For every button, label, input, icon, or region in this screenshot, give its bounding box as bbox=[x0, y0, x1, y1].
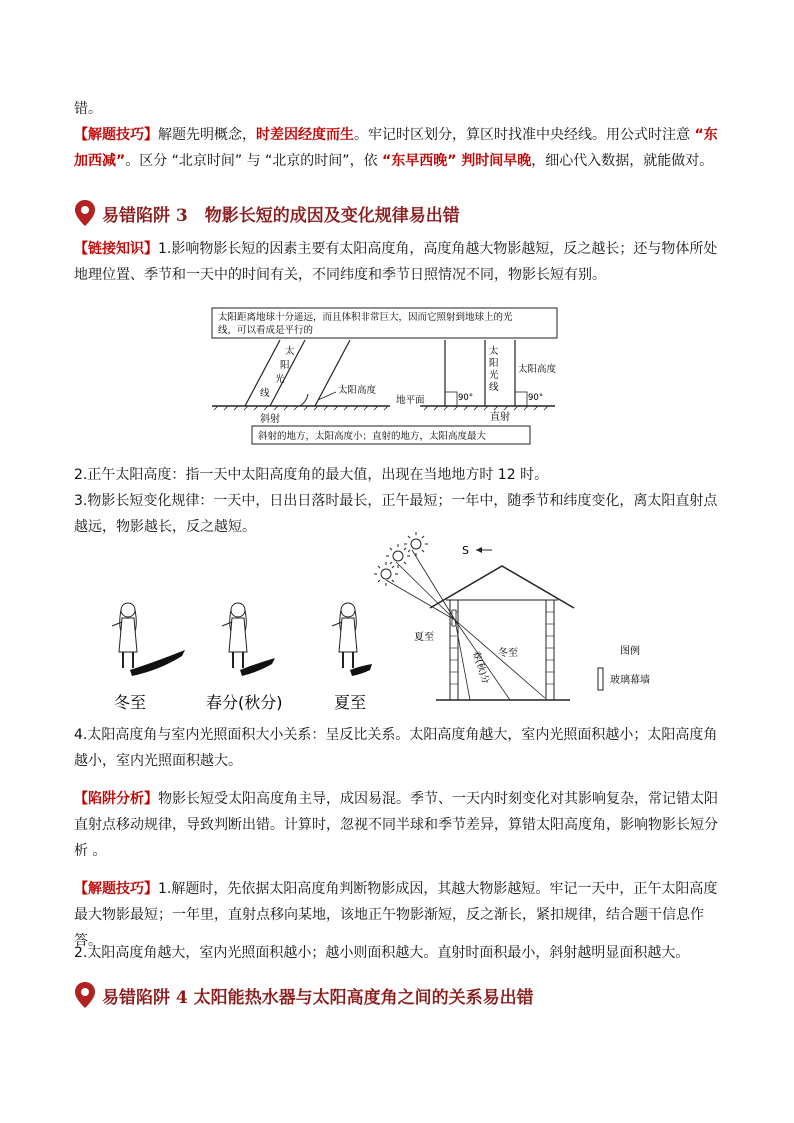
shadow-season-diagram bbox=[90, 530, 690, 720]
sun-angle-diagram bbox=[200, 300, 580, 450]
section-heading-text: 易错陷阱 4 太阳能热水器与太阳高度角之间的关系易出错 bbox=[102, 987, 534, 1008]
section-heading-text: 易错陷阱 3 物影长短的成因及变化规律易出错 bbox=[102, 205, 460, 226]
tips-text-3: 。区分 “北京时间” 与 “北京的时间”，依 bbox=[125, 153, 383, 169]
girl-figure-summer bbox=[332, 603, 372, 676]
tips-label: 【解题技巧】 bbox=[74, 127, 158, 143]
link-knowledge bbox=[74, 236, 724, 288]
south-label: S bbox=[462, 544, 469, 557]
trap-text: 物影长短受太阳高度角主导，成因易混。季节、一天内时刻变化对其影响复杂，常记错太阳直射点移动规律，导致判断出错。计算时，忽视不同半球和季节差异，算错太阳高度角，影响物影长短分析 。 bbox=[74, 791, 718, 859]
equinox-ray-label: 春(秋)分 bbox=[470, 649, 491, 686]
tips-text-1: 解题先明概念， bbox=[158, 127, 256, 143]
tips3-text: 1.解题时，先依据太阳高度角判断物影成因，其越大物影越短。牢记一天中，正午太阳高度最大物影最短；一年里，直射点移向某地，该地正午物影渐短，反之渐长，紧扣规律，结合题干信息作答。 bbox=[74, 881, 718, 949]
svg-text:太: 太 bbox=[489, 346, 499, 357]
direct-label: 直射 bbox=[490, 412, 510, 423]
glass-curtain-wall-swatch bbox=[598, 668, 603, 690]
right-angle-label-2: 90° bbox=[528, 393, 544, 403]
paragraph-continued: 错。 bbox=[74, 101, 102, 117]
tips3-label: 【解题技巧】 bbox=[74, 881, 158, 897]
paragraph-altitude-indoor: 4.太阳高度角与室内光照面积大小关系：呈反比关系。太阳高度角越大，室内光照面积越小；太阳高度角越小，室内光照面积越大。 bbox=[74, 727, 718, 769]
oblique-label: 斜射 bbox=[260, 414, 280, 425]
svg-text:阳: 阳 bbox=[489, 358, 499, 369]
svg-text:线: 线 bbox=[489, 382, 499, 393]
altitude-label-left: 太阳高度 bbox=[338, 385, 377, 396]
altitude-label-right: 太阳高度 bbox=[518, 364, 557, 375]
svg-text:阳: 阳 bbox=[280, 360, 290, 371]
paragraph-area-rule: 2.太阳高度角越大，室内光照面积越小；越小则面积越大。直射时面积最小，斜射越明显面积越大。 bbox=[74, 945, 690, 961]
paragraph-noon-altitude: 2.正午太阳高度：指一天中太阳高度角的最大值，出现在当地地方时 12 时。 bbox=[74, 467, 549, 483]
tips-highlight-2: “东加西减” bbox=[74, 127, 718, 169]
legend-title: 图例 bbox=[620, 646, 640, 657]
tips-highlight-3: “东早西晚” 判时间早晚 bbox=[382, 153, 532, 169]
paragraph-shadow-rules: 3.物影长短变化规律：一天中，日出日落时最长，正午最短；一年中，随季节和纬度变化，离太阳直射点越远，物影越长，反之越短。 bbox=[74, 493, 718, 535]
diagram-top-note-1: 太阳距离地球十分遥远，而且体积非常巨大，因而它照射到地球上的光 bbox=[218, 312, 513, 323]
svg-text:线: 线 bbox=[260, 388, 270, 399]
girl-label-winter: 冬至 bbox=[114, 693, 147, 712]
girl-label-equinox: 春分(秋分) bbox=[206, 693, 283, 712]
trap-label: 【陷阱分析】 bbox=[74, 791, 158, 807]
svg-text:太: 太 bbox=[285, 346, 295, 357]
summer-ray-label: 夏至 bbox=[414, 632, 434, 643]
tips-text-4: ，细心代入数据，就能做对。 bbox=[531, 153, 714, 169]
girl-figure-winter bbox=[112, 603, 185, 676]
section-heading-4 bbox=[74, 978, 534, 1012]
svg-text:光: 光 bbox=[489, 370, 499, 381]
right-angle-label-1: 90° bbox=[458, 393, 474, 403]
house-figure bbox=[430, 566, 574, 700]
arrow-left-icon bbox=[476, 547, 482, 553]
ground-label: 地平面 bbox=[396, 395, 425, 406]
right-ray-label bbox=[489, 345, 499, 393]
section-heading-3 bbox=[74, 196, 460, 230]
svg-text:光: 光 bbox=[275, 374, 285, 385]
sun-icons bbox=[374, 532, 428, 586]
tips-text-2: 。牢记时区划分，算区时找准中央经线。用公式时注意 bbox=[354, 127, 695, 143]
girl-label-summer: 夏至 bbox=[334, 693, 367, 712]
solving-tips-1 bbox=[74, 122, 724, 174]
tips-highlight-1: 时差因经度而生 bbox=[256, 127, 354, 143]
winter-ray-label: 冬至 bbox=[498, 648, 518, 659]
location-pin-icon bbox=[74, 199, 96, 227]
diagram-top-note-2: 线，可以看成是平行的 bbox=[218, 325, 314, 336]
legend-item: 玻璃幕墙 bbox=[610, 675, 650, 686]
link-text: 1.影响物影长短的因素主要有太阳高度角，高度角越大物影越短，反之越长；还与物体所处地理位置、季节和一天中的时间有关，不同纬度和季节日照情况不同，物影长短有别。 bbox=[74, 241, 718, 283]
trap-analysis bbox=[74, 786, 724, 864]
girl-figure-equinox bbox=[222, 603, 275, 676]
diagram-bottom-note: 斜射的地方，太阳高度小；直射的地方，太阳高度最大 bbox=[258, 431, 487, 442]
link-label: 【链接知识】 bbox=[74, 241, 158, 257]
location-pin-icon bbox=[74, 981, 96, 1009]
